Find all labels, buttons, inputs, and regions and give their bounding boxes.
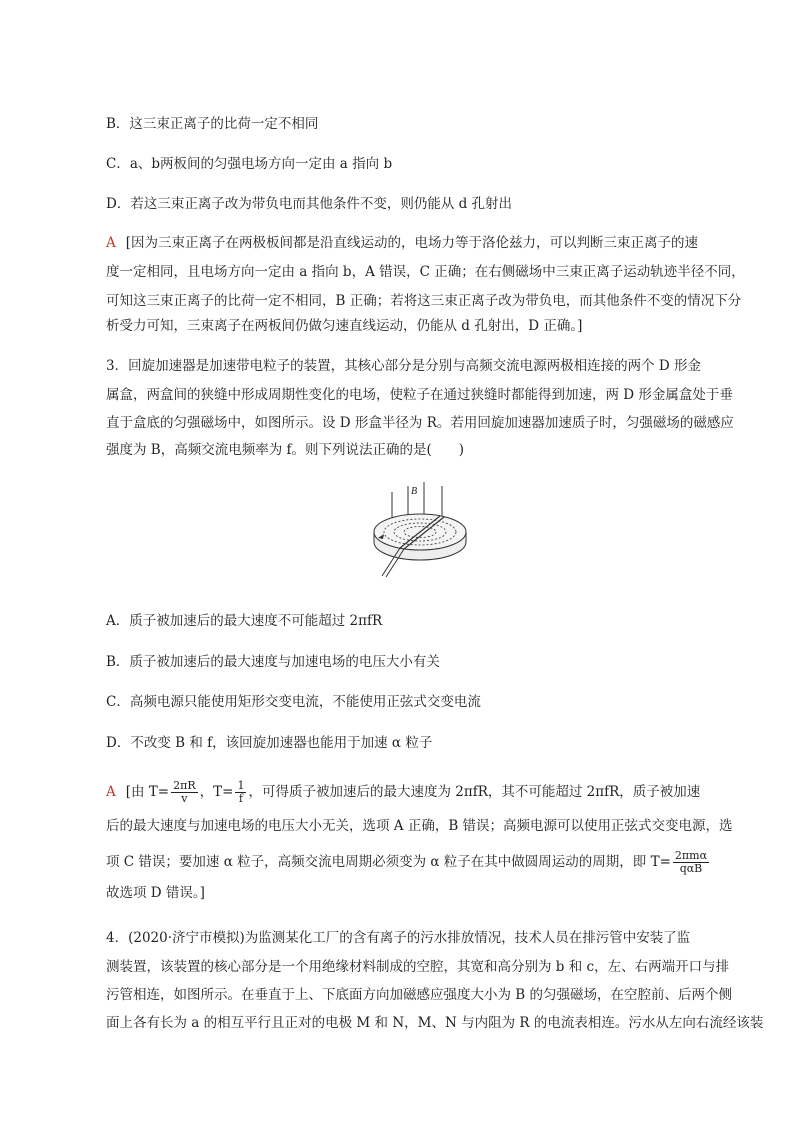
question-4-line: 污管相连，如图所示。在垂直于上、下底面方向加磁感应强度大小为 B 的匀强磁场，在空腔前、后两个侧	[106, 987, 733, 1003]
answer-letter: A	[106, 235, 116, 251]
explanation-text: 项 C 错误；要加速 α 粒子，高频交流电周期必须变为 α 粒子在其中做圆周运动的周期，即 T=	[106, 854, 671, 870]
option-b-line: B．这三束正离子的比荷一定不相同	[106, 116, 319, 132]
answer-letter: A	[106, 784, 116, 800]
fraction-numerator: 2πmα	[674, 849, 708, 862]
fraction-numerator: 2πR	[173, 779, 196, 792]
question-4-line: 4．(2020·济宁市模拟)为监测某化工厂的含有离子的污水排放情况，技术人员在排污管中安装了监	[106, 930, 691, 946]
fraction-denominator: f	[238, 792, 243, 805]
explanation-line: 故选项 D 错误。]	[106, 885, 205, 901]
option-d-line: D．不改变 B 和 f，该回旋加速器也能用于加速 α 粒子	[106, 735, 433, 751]
fraction-denominator: qαB	[679, 862, 703, 875]
answer-explanation-line	[106, 774, 700, 810]
fraction-alpha-period	[673, 850, 709, 875]
explanation-text: [因为三束正离子在两极板间都是沿直线运动的，电场力等于洛伦兹力，可以判断三束正离子的速	[125, 235, 699, 251]
answer-explanation-line	[106, 233, 698, 253]
option-c-line: C．a、b两板间的匀强电场方向一定由 a 指向 b	[106, 156, 393, 172]
question-3-line: 直于盒底的匀强磁场中，如图所示。设 D 形盒半径为 R。若用回旋加速器加速质子时，匀强磁场的磁感应	[106, 415, 734, 431]
option-a-line: A．质子被加速后的最大速度不可能超过 2πfR	[106, 613, 383, 629]
cyclotron-figure	[360, 480, 480, 580]
question-3-line: 属盒，两盒间的狭缝中形成周期性变化的电场，使粒子在通过狭缝时都能得到加速，两 D 形金属盒处于垂	[106, 387, 733, 403]
explanation-text: ，T=	[199, 784, 234, 800]
fraction-numerator: 1	[237, 779, 245, 792]
fraction-period	[171, 780, 198, 805]
option-b-line: B．质子被加速后的最大速度与加速电场的电压大小有关	[106, 654, 440, 670]
question-3-line: 强度为 B，高频交流电频率为 f。则下列说法正确的是( )	[106, 442, 465, 458]
explanation-line: 可知这三束正离子的比荷一定不相同，B 正确；若将这三束正离子改为带负电，而其他条件不变的情况下分	[106, 293, 742, 309]
option-c-line: C．高频电源只能使用矩形交变电流，不能使用正弦式交变电流	[106, 694, 481, 710]
question-4-line: 面上各有长为 a 的相互平行且正对的电极 M 和 N，M、N 与内阻为 R 的电流表相连。污水从左向右流经该装	[106, 1015, 764, 1031]
option-d-line: D．若这三束正离子改为带负电而其他条件不变，则仍能从 d 孔射出	[106, 196, 513, 212]
question-4-line: 测装置，该装置的核心部分是一个用绝缘材料制成的空腔，其宽和高分别为 b 和 c，左、右两端开口与排	[106, 959, 730, 975]
explanation-line: 析受力可知，三束离子在两板间仍做匀速直线运动，仍能从 d 孔射出，D 正确。]	[106, 318, 583, 334]
explanation-text: [由 T=	[125, 784, 170, 800]
explanation-line	[106, 844, 711, 880]
fraction-frequency	[235, 780, 246, 805]
explanation-line: 后的最大速度与加速电场的电压大小无关，选项 A 正确，B 错误；高频电源可以使用正弦式交变电源，选	[106, 818, 733, 834]
fraction-denominator: v	[181, 792, 188, 805]
b-field-label: B	[411, 486, 418, 497]
explanation-text: ，可得质子被加速后的最大速度为 2πfR，其不可能超过 2πfR，质子被加速	[248, 784, 701, 800]
explanation-line: 度一定相同，且电场方向一定由 a 指向 b，A 错误，C 正确；在右侧磁场中三束正离子运动轨迹半径不同，	[106, 264, 745, 280]
question-3-line: 3．回旋加速器是加速带电粒子的装置，其核心部分是分别与高频交流电源两极相连接的两个 D 形金	[106, 358, 701, 374]
